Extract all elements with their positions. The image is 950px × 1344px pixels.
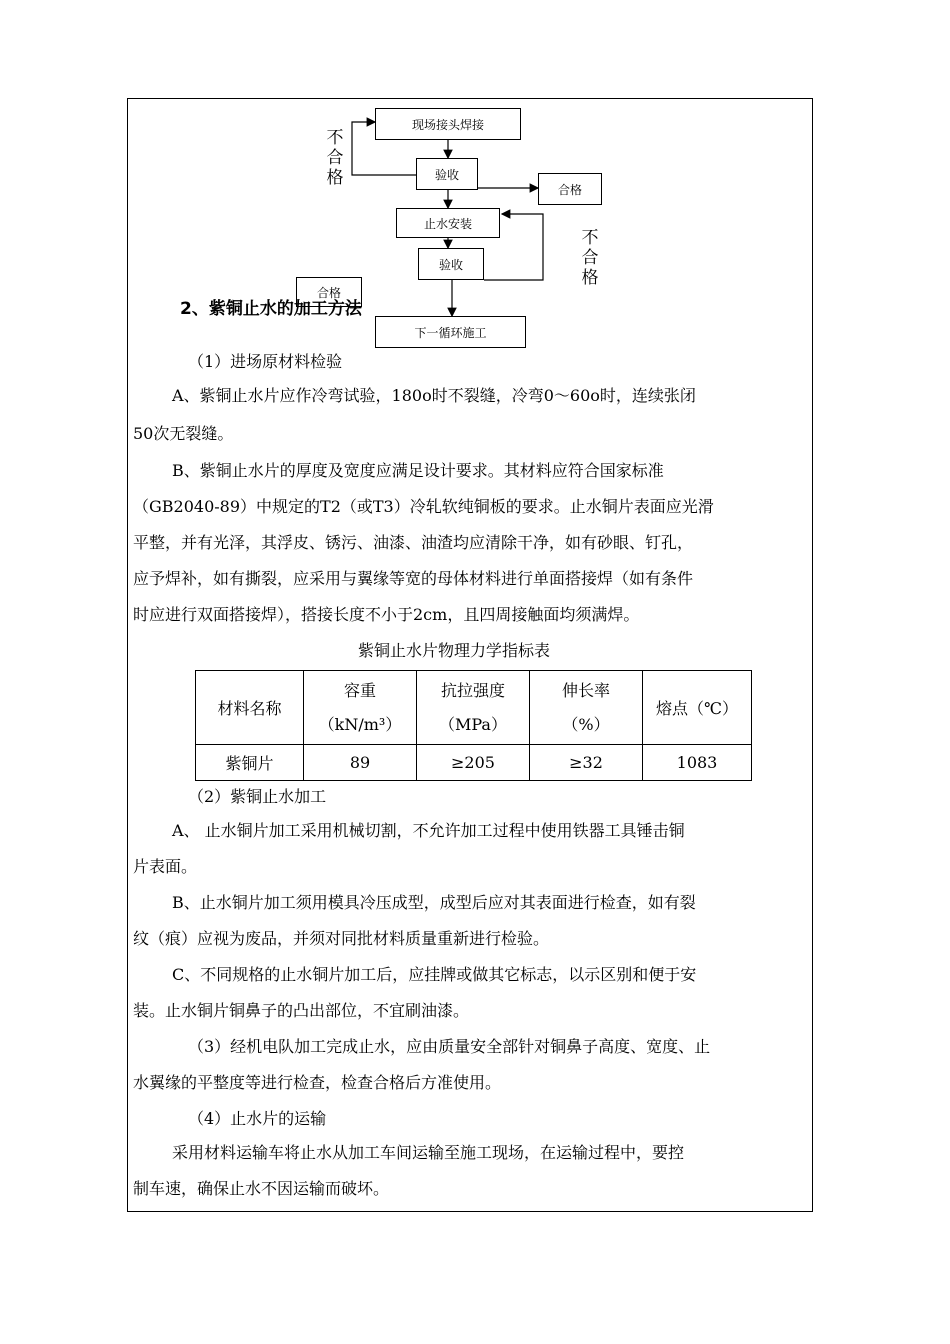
box-pass-2: 合格 <box>296 277 362 307</box>
para-b-line-2: （GB2040-89）中规定的T2（或T3）冷轧软纯铜板的要求。止水铜片表面应光滑 <box>133 497 714 516</box>
section-heading: 2、紫铜止水的加工方法 <box>180 299 362 319</box>
table-row <box>196 745 752 781</box>
header-elongation: 伸长率 （%） <box>530 671 643 745</box>
para-3-line-2: 水翼缘的平整度等进行检查，检查合格后方准使用。 <box>133 1073 502 1092</box>
para-b-line-1: B、紫铜止水片的厚度及宽度应满足设计要求。其材料应符合国家标准 <box>172 461 664 480</box>
spec-table <box>195 670 752 781</box>
cell-elongation: ≥32 <box>530 745 643 781</box>
header-material: 材料名称 <box>196 671 304 745</box>
box-next-cycle: 下一循环施工 <box>375 316 526 348</box>
para-4-heading: （4）止水片的运输 <box>188 1109 327 1128</box>
table-title: 紫铜止水片物理力学指标表 <box>358 641 551 660</box>
cell-melting-point: 1083 <box>643 745 752 781</box>
para-2b-line-2: 纹（痕）应视为废品，并须对同批材料质量重新进行检验。 <box>133 929 550 948</box>
para-2c-line-2: 装。止水铜片铜鼻子的凸出部位，不宜刷油漆。 <box>133 1001 470 1020</box>
para-2-heading: （2）紫铜止水加工 <box>188 787 327 806</box>
box-on-site-weld: 现场接头焊接 <box>375 108 521 140</box>
header-tensile: 抗拉强度 （MPa） <box>417 671 530 745</box>
box-pass-1: 合格 <box>538 173 602 205</box>
para-4-line-2: 制车速，确保止水不因运输而破坏。 <box>133 1179 390 1198</box>
para-3-line-1: （3）经机电队加工完成止水，应由质量安全部针对铜鼻子高度、宽度、止 <box>188 1037 711 1056</box>
para-b-line-5: 时应进行双面搭接焊），搭接长度不小于2cm，且四周接触面均须满焊。 <box>133 605 640 624</box>
cell-density: 89 <box>304 745 417 781</box>
cell-material: 紫铜片 <box>196 745 304 781</box>
para-2a-line-2: 片表面。 <box>133 857 198 876</box>
cell-tensile: ≥205 <box>417 745 530 781</box>
para-2b-line-1: B、止水铜片加工须用模具冷压成型，成型后应对其表面进行检查，如有裂 <box>172 893 696 912</box>
label-fail-right: 不 合 格 <box>581 228 599 288</box>
table-header-row <box>196 671 752 745</box>
para-b-line-3: 平整，并有光泽，其浮皮、锈污、油漆、油渣均应清除干净，如有砂眼、钉孔， <box>133 533 694 552</box>
box-inspect-2: 验收 <box>418 248 484 280</box>
para-2c-line-1: C、不同规格的止水铜片加工后，应挂牌或做其它标志，以示区别和便于安 <box>172 965 697 984</box>
para-a-line-1: A、紫铜止水片应作冷弯试验，180o时不裂缝，冷弯0～60o时，连续张闭 <box>172 386 696 405</box>
header-density: 容重 （kN/m³） <box>304 671 417 745</box>
para-a-line-2: 50次无裂缝。 <box>133 424 234 443</box>
para-4-line-1: 采用材料运输车将止水从加工车间运输至施工现场，在运输过程中，要控 <box>172 1143 685 1162</box>
label-fail-left: 不 合 格 <box>326 128 344 188</box>
header-melting-point: 熔点（℃） <box>643 671 752 745</box>
box-inspect-1: 验收 <box>416 158 478 190</box>
para-b-line-4: 应予焊补，如有撕裂，应采用与翼缘等宽的母体材料进行单面搭接焊（如有条件 <box>133 569 694 588</box>
box-install: 止水安装 <box>396 208 500 238</box>
para-1-heading: （1）进场原材料检验 <box>188 352 343 371</box>
para-2a-line-1: A、 止水铜片加工采用机械切割，不允许加工过程中使用铁器工具锤击铜 <box>172 821 685 840</box>
